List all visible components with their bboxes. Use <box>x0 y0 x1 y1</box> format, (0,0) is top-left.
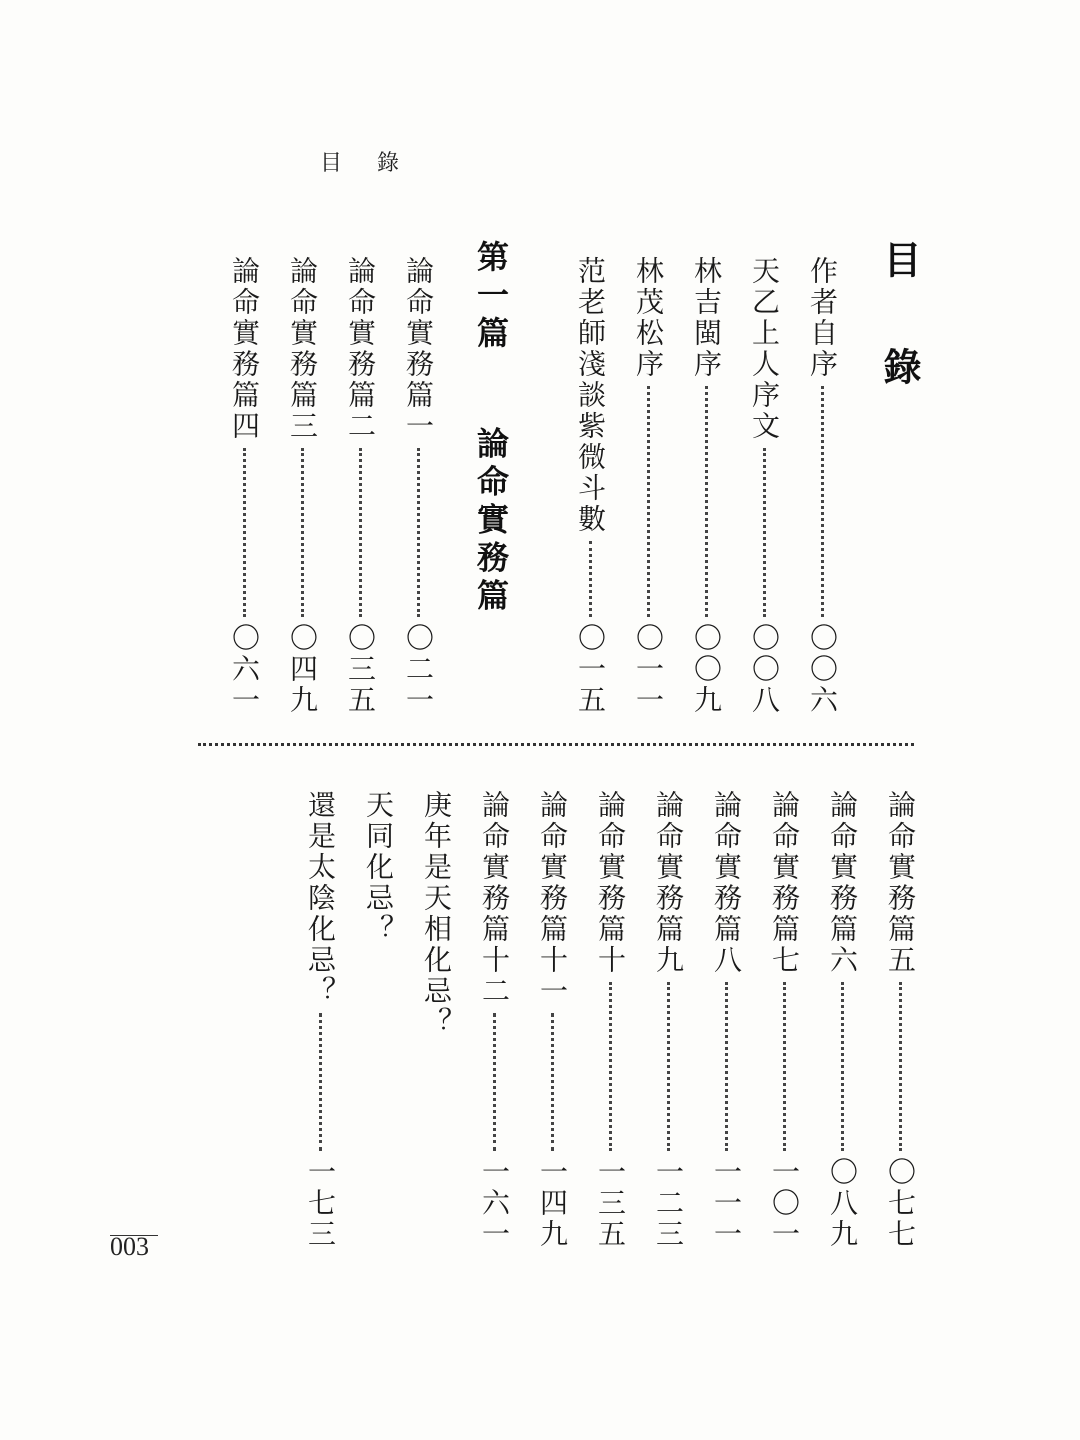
toc-entry-page: 一一一 <box>710 1157 743 1250</box>
toc-entry[interactable] <box>652 790 685 1250</box>
dot-leader <box>359 448 362 617</box>
toc-entry-title: 論命實務篇八 <box>710 790 743 976</box>
dot-leader <box>667 982 670 1151</box>
toc-entry-page: 一七三 <box>304 1157 337 1250</box>
toc-entry-page: 一六一 <box>478 1157 511 1250</box>
toc-entry-page: 一三五 <box>594 1157 627 1250</box>
toc-entry-title: 論命實務篇七 <box>768 790 801 976</box>
toc-entry[interactable] <box>402 256 435 716</box>
toc-entry[interactable] <box>536 790 569 1250</box>
dot-leader <box>589 541 592 617</box>
toc-entry[interactable] <box>574 256 607 716</box>
dot-leader <box>609 982 612 1151</box>
toc-entry-page: 〇〇八 <box>748 623 781 716</box>
page-number: 003 <box>110 1232 149 1261</box>
toc-entry-page: 一〇一 <box>768 1157 801 1250</box>
toc-entry-page: 〇一五 <box>574 623 607 716</box>
dot-leader <box>243 448 246 617</box>
toc-entry[interactable] <box>286 256 319 716</box>
toc-entry-title: 林茂松序 <box>632 256 665 380</box>
toc-entry[interactable] <box>594 790 627 1250</box>
part-title <box>468 240 514 616</box>
toc-entry-title: 論命實務篇十二 <box>478 790 511 1007</box>
toc-entry[interactable] <box>420 790 453 1250</box>
toc-entry[interactable] <box>228 256 261 716</box>
dot-leader <box>417 448 420 617</box>
dot-leader <box>551 1013 554 1151</box>
toc-entry-page: 〇〇六 <box>806 623 839 716</box>
toc-entry[interactable] <box>344 256 377 716</box>
running-header: 目 錄 <box>320 151 413 176</box>
toc-entry-title: 論命實務篇四 <box>228 256 261 442</box>
dot-leader <box>705 386 708 617</box>
toc-entry-page: 一二三 <box>652 1157 685 1250</box>
dot-leader <box>899 982 902 1151</box>
toc-entry-page: 一四九 <box>536 1157 569 1250</box>
toc-entry[interactable] <box>478 790 511 1250</box>
toc-entry[interactable] <box>806 256 839 716</box>
part-name: 論命實務篇 <box>472 426 510 617</box>
toc-entry-title: 還是太陰化忌？ <box>304 790 337 1007</box>
toc-entry[interactable] <box>884 790 917 1250</box>
toc-entry-title: 林吉閩序 <box>690 256 723 380</box>
toc-entry-page: 〇三五 <box>344 623 377 716</box>
dot-leader <box>841 982 844 1151</box>
toc-entry[interactable] <box>690 256 723 716</box>
dot-leader <box>725 982 728 1151</box>
dot-leader <box>763 448 766 617</box>
toc-entry-title: 庚年是天相化忌？ <box>420 790 453 1038</box>
part-number: 第一篇 <box>472 240 510 354</box>
toc-entry-title: 天同化忌？ <box>362 790 395 945</box>
dot-leader <box>821 386 824 617</box>
toc-entry-page: 〇六一 <box>228 623 261 716</box>
toc-entry-title: 范老師淺談紫微斗數 <box>574 256 607 535</box>
toc-entry-page: 〇一一 <box>632 623 665 716</box>
dot-leader <box>647 386 650 617</box>
toc-entry[interactable] <box>304 790 337 1250</box>
toc-entry-title: 論命實務篇六 <box>826 790 859 976</box>
toc-entry-title: 天乙上人序文 <box>748 256 781 442</box>
toc-entry-title: 論命實務篇三 <box>286 256 319 442</box>
toc-entry-title: 論命實務篇十一 <box>536 790 569 1007</box>
toc-entry[interactable] <box>748 256 781 716</box>
dot-leader <box>319 1013 322 1151</box>
dot-leader <box>783 982 786 1151</box>
toc-entry[interactable] <box>768 790 801 1250</box>
toc-entry-page: 〇八九 <box>826 1157 859 1250</box>
toc-entry[interactable] <box>710 790 743 1250</box>
toc-entry-title: 論命實務篇一 <box>402 256 435 442</box>
toc-entry[interactable] <box>826 790 859 1250</box>
toc-entry-page: 〇二一 <box>402 623 435 716</box>
toc-entry-page: 〇四九 <box>286 623 319 716</box>
toc-entry-title: 論命實務篇五 <box>884 790 917 976</box>
dot-leader <box>493 1013 496 1151</box>
part-spacer <box>472 371 510 409</box>
toc-entry[interactable] <box>632 256 665 716</box>
toc-title: 目 錄 <box>877 240 922 414</box>
toc-entry-title: 論命實務篇九 <box>652 790 685 976</box>
section-divider <box>198 743 914 746</box>
toc-entry-title: 作者自序 <box>806 256 839 380</box>
toc-entry-page: 〇七七 <box>884 1157 917 1250</box>
toc-entry-title: 論命實務篇十 <box>594 790 627 976</box>
toc-entry-title: 論命實務篇二 <box>344 256 377 442</box>
toc-entry-page: 〇〇九 <box>690 623 723 716</box>
toc-entry[interactable] <box>362 790 395 1250</box>
dot-leader <box>301 448 304 617</box>
